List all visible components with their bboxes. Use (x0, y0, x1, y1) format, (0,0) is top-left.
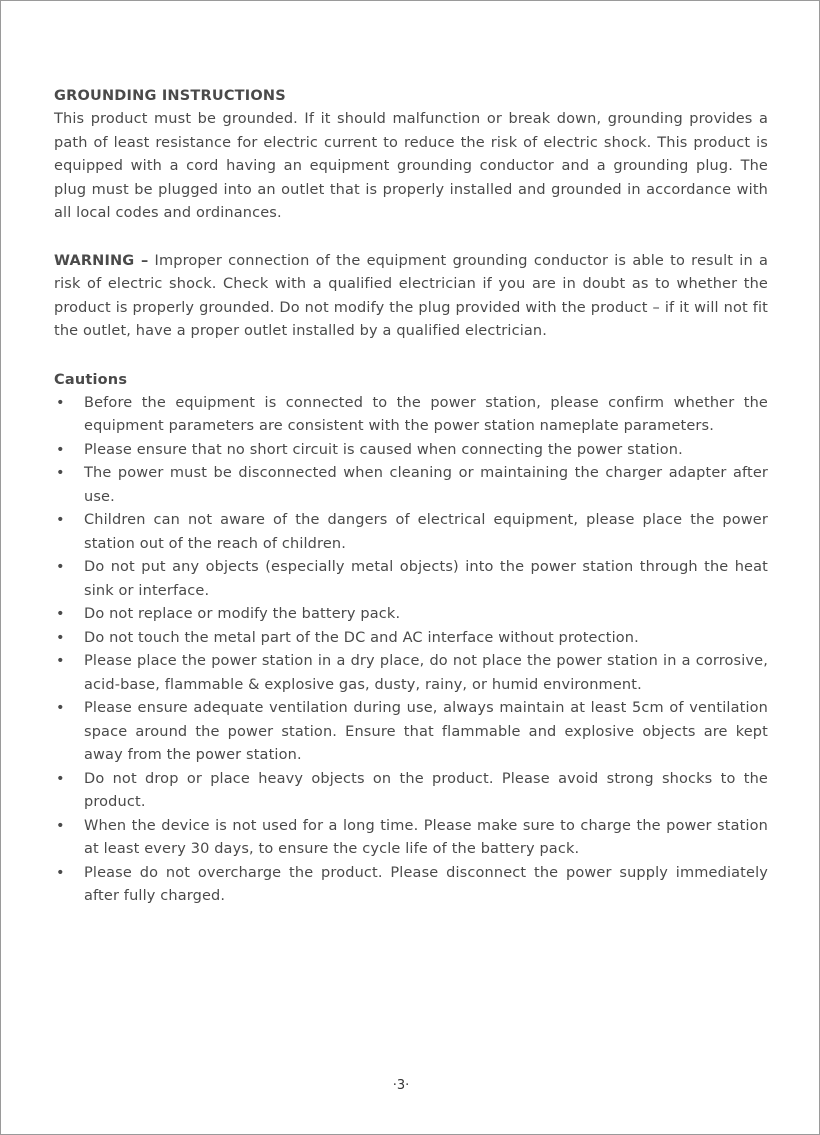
caution-item (54, 862, 768, 909)
grounding-paragraph: This product must be grounded. If it should malfunction or break down, grounding provides a path of least resistance for electric current to reduce the risk of electric shock. This product is equipped with a cord having an equipment grounding conductor and a grounding plug. The plug must be plugged into an outlet that is properly installed and grounded in accordance with all local codes and ordinances. (54, 111, 768, 221)
caution-item (54, 462, 768, 509)
caution-item (54, 439, 768, 463)
caution-text: When the device is not used for a long time. Please make sure to charge the power station at least every 30 days, to ensure the cycle life of the battery pack. (84, 817, 768, 857)
bullet-icon: • (56, 817, 65, 834)
page-content (54, 84, 768, 933)
caution-text: Do not touch the metal part of the DC and AC interface without protection. (84, 629, 639, 646)
caution-item (54, 815, 768, 862)
bullet-icon: • (56, 465, 65, 481)
bullet-icon: • (56, 864, 65, 881)
grounding-section (54, 84, 768, 226)
caution-text: Do not put any objects (especially metal objects) into the power station through the heat sink or interface. (84, 559, 768, 599)
bullet-icon: • (56, 770, 65, 787)
cautions-list (54, 392, 768, 909)
bullet-icon: • (56, 441, 65, 458)
caution-text: Children can not aware of the dangers of electrical equipment, please place the power station out of the reach of children. (84, 512, 768, 552)
caution-item (54, 650, 768, 697)
caution-text: The power must be disconnected when cleaning or maintaining the charger adapter after use. (84, 465, 768, 505)
bullet-icon: • (56, 512, 65, 528)
grounding-heading: GROUNDING INSTRUCTIONS (54, 88, 286, 104)
caution-text: Do not drop or place heavy objects on the product. Please avoid strong shocks to the product. (84, 770, 768, 810)
caution-text: Please place the power station in a dry place, do not place the power station in a corrosive, acid-base, flammable & explosive gas, dusty, rainy, or humid environment. (84, 653, 768, 693)
bullet-icon: • (56, 394, 65, 411)
caution-text: Do not replace or modify the battery pack. (84, 606, 401, 622)
caution-text: Please do not overcharge the product. Please disconnect the power supply immediately after fully charged. (84, 864, 768, 904)
warning-paragraph (54, 250, 768, 344)
caution-item (54, 768, 768, 815)
caution-item (54, 697, 768, 768)
caution-item (54, 603, 768, 627)
bullet-icon: • (56, 559, 65, 575)
page-number: ·3· (392, 1078, 410, 1093)
bullet-icon: • (56, 606, 65, 622)
warning-text: Improper connection of the equipment grounding conductor is able to result in a risk of electric shock. Check with a qualified electrician if you are in doubt as to whether the product is properly grounded. Do not modify the plug provided with the product – if it will not fit the outlet, have a proper outlet installed by a qualified electrician. (54, 252, 768, 339)
caution-item (54, 627, 768, 651)
warning-label: WARNING – (54, 252, 149, 269)
cautions-heading: Cautions (54, 371, 128, 388)
caution-item (54, 556, 768, 603)
caution-text: Before the equipment is connected to the power station, please confirm whether the equipment parameters are consistent with the power station nameplate parameters. (84, 394, 768, 434)
caution-item (54, 509, 768, 556)
bullet-icon: • (56, 629, 65, 646)
caution-text: Please ensure adequate ventilation during use, always maintain at least 5cm of ventilation space around the power station. Ensure that flammable and explosive objects are kept away from the power station. (84, 700, 768, 763)
bullet-icon: • (56, 653, 65, 669)
bullet-icon: • (56, 700, 65, 716)
warning-section (54, 250, 768, 344)
caution-item (54, 392, 768, 439)
cautions-section (54, 368, 768, 909)
caution-text: Please ensure that no short circuit is caused when connecting the power station. (84, 441, 683, 458)
